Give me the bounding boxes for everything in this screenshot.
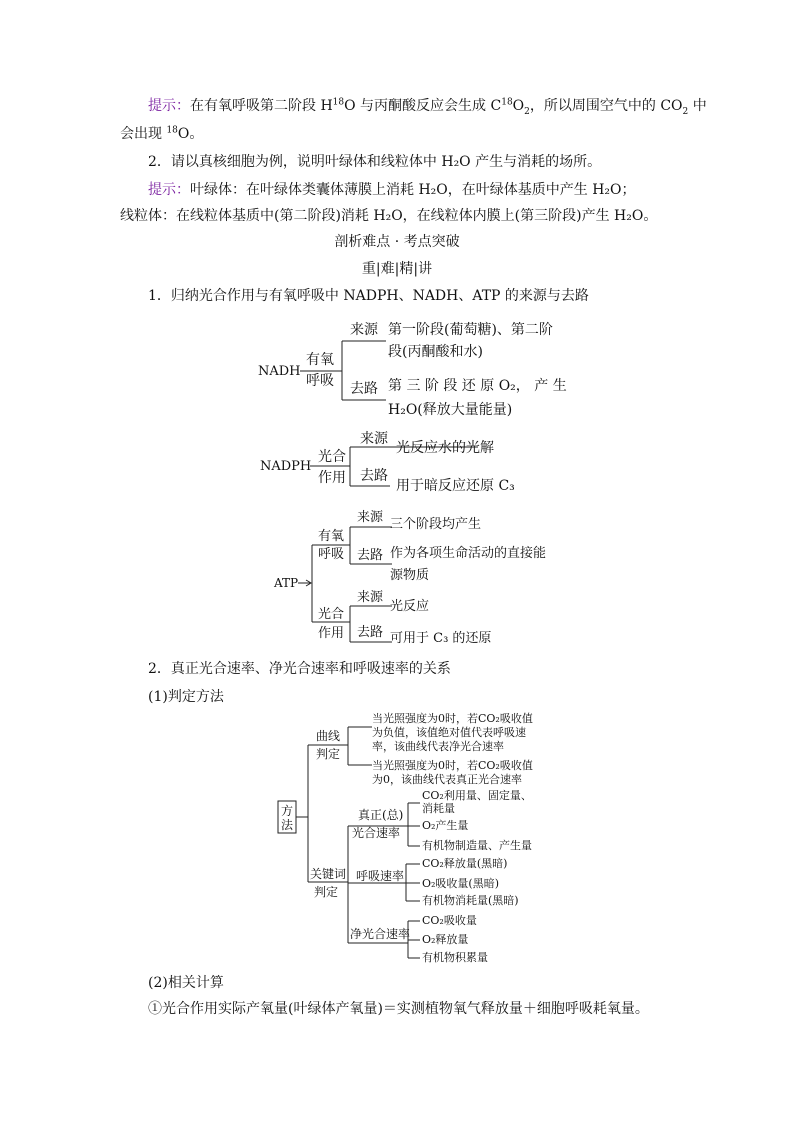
true-item-2: O₂产生量 [422, 819, 469, 832]
item-1-heading: 1．归纳光合作用与有氧呼吸中 NADPH、NADH、ATP 的来源与去路 [148, 288, 589, 304]
true-rate-top: 真正(总) [358, 808, 404, 822]
nadh-branch-top: 有氧 [306, 352, 334, 368]
nadph-dest-label: 去路 [360, 468, 388, 484]
method-root-bot: 法 [281, 818, 294, 832]
keyword-judge-bot: 判定 [314, 885, 339, 899]
respiration-rate: 呼吸速率 [356, 869, 405, 883]
true-item-3: 有机物制造量、产生量 [422, 839, 532, 852]
true-rate-bot: 光合速率 [352, 826, 401, 840]
nadph-dest-text: 用于暗反应还原 C₃ [396, 478, 515, 494]
nadph-source-label: 来源 [360, 431, 388, 447]
resp-item-3: 有机物消耗量(黑暗) [422, 894, 519, 907]
nadh-source-label: 来源 [350, 322, 378, 338]
nadh-dest-label: 去路 [350, 381, 378, 397]
resp-item-1: CO₂释放量(黑暗) [422, 857, 508, 870]
nadph-branch-bot: 作用 [318, 470, 346, 486]
nadph-root: NADPH [260, 459, 312, 474]
net-item-1: CO₂吸收量 [422, 914, 477, 927]
atp-photo-source-label: 来源 [357, 590, 384, 605]
nadph-branch-top: 光合 [318, 449, 346, 465]
atp-root: ATP [274, 576, 299, 590]
nadh-branch-bot: 呼吸 [306, 373, 334, 389]
subheading-1: (1)判定方法 [148, 689, 224, 705]
hint-paragraph-2: 提示：叶绿体：在叶绿体类囊体薄膜上消耗 H₂O，在叶绿体基质中产生 H₂O； [148, 182, 636, 198]
question-2: 2．请以真核细胞为例，说明叶绿体和线粒体中 H₂O 产生与消耗的场所。 [148, 154, 602, 170]
mitochondria-line: 线粒体：在线粒体基质中(第二阶段)消耗 H₂O，在线粒体内膜上(第三阶段)产生 H₂O。 [120, 208, 658, 224]
nadh-root: NADH [258, 364, 301, 379]
nadh-dest-text-2: H₂O(释放大量能量) [388, 402, 513, 418]
atp-photo-dest-label: 去路 [357, 625, 384, 640]
nadh-dest-text-1: 第 三 阶 段 还 原 O₂， 产 生 [388, 378, 567, 394]
atp-resp-dest-text-2: 源物质 [390, 568, 430, 583]
net-rate: 净光合速率 [350, 927, 411, 941]
true-item-1b: 消耗量 [422, 802, 455, 815]
hint-label: 提示： [148, 182, 190, 198]
nadh-source-text-2: 段(丙酮酸和水) [388, 344, 483, 360]
section-title: 剖析难点 · 考点突破 [334, 234, 460, 250]
atp-resp-bot: 呼吸 [318, 547, 345, 562]
atp-photo-top: 光合 [318, 607, 345, 622]
hint-paragraph-1: 提示：在有氧呼吸第二阶段 $H^{18}O$ 与丙酮酸反应会生成 $C^{18}O_2$，所以周围空气中的 $CO_2$ 中 [148, 97, 707, 117]
curve-b-2: 为0，该曲线代表真正光合速率 [372, 773, 522, 786]
curve-judge-bot: 判定 [316, 747, 341, 761]
nadh-source-text-1: 第一阶段(葡萄糖)、第二阶 [388, 322, 553, 338]
atp-photo-source-text: 光反应 [390, 599, 430, 614]
atp-photo-dest-text: 可用于 C₃ 的还原 [390, 631, 492, 646]
atp-resp-dest-label: 去路 [357, 548, 384, 563]
item-2-heading: 2．真正光合速率、净光合速率和呼吸速率的关系 [148, 661, 451, 677]
true-item-1a: CO₂利用量、固定量、 [422, 789, 532, 802]
atp-resp-top: 有氧 [318, 529, 345, 544]
section-subtitle: 重|难|精|讲 [361, 261, 433, 277]
calc-1: ①光合作用实际产氧量(叶绿体产氧量)＝实测植物氧气释放量＋细胞呼吸耗氧量。 [148, 1001, 649, 1017]
atp-resp-dest-text-1: 作为各项生命活动的直接能 [390, 546, 547, 561]
keyword-judge-top: 关键词 [310, 867, 347, 881]
curve-a-1: 当光照强度为0时，若CO₂吸收值 [372, 712, 533, 725]
curve-b-1: 当光照强度为0时，若CO₂吸收值 [372, 759, 533, 772]
resp-item-2: O₂吸收量(黑暗) [422, 877, 500, 890]
subheading-2: (2)相关计算 [148, 975, 224, 991]
atp-photo-bot: 作用 [318, 626, 345, 641]
net-item-3: 有机物积累量 [422, 951, 488, 964]
curve-a-2: 为负值，该值绝对值代表呼吸速 [372, 726, 526, 739]
curve-judge-top: 曲线 [316, 729, 341, 743]
atp-resp-source-label: 来源 [357, 510, 384, 525]
hint-paragraph-1-cont: 会出现 $^{18}$O。 [120, 125, 204, 142]
atp-resp-source-text: 三个阶段均产生 [390, 517, 482, 532]
method-root-top: 方 [281, 804, 294, 818]
curve-a-3: 率，该曲线代表净光合速率 [372, 740, 504, 753]
nadph-source-text: 光反应水的光解 [396, 440, 494, 456]
hint-label: 提示： [148, 98, 190, 114]
net-item-2: O₂释放量 [422, 933, 469, 946]
